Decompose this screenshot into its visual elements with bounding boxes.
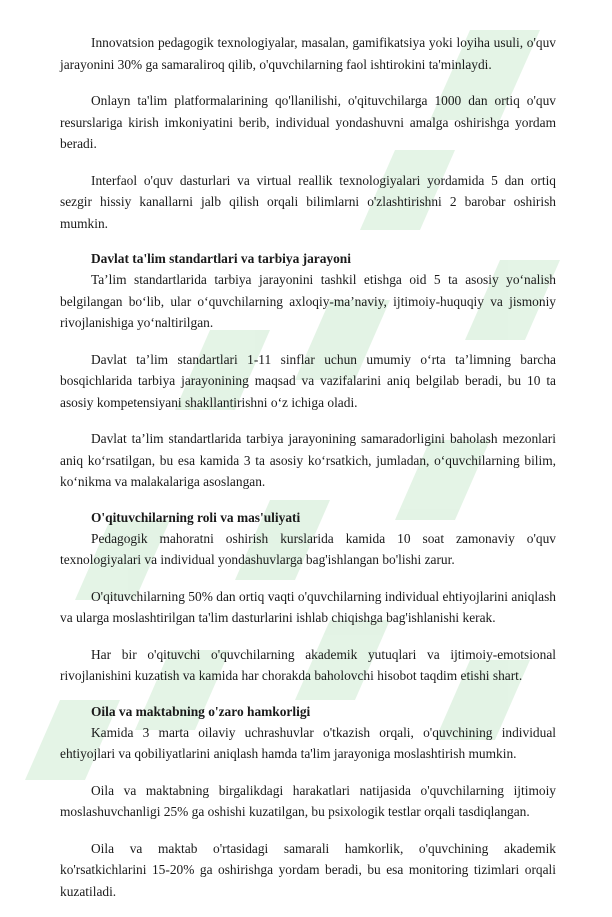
section-paragraph: Oila va maktab o'rtasidagi samarali hamkorlik, o'quvchining akademik ko'rsatkichlarini 15-20% ga oshirishga yordam beradi, bu esa monitoring tizimlari orqali kuzatiladi. — [60, 840, 556, 899]
document-page — [60, 32, 556, 917]
section-paragraph: Ta’lim standartlarida tarbiya jarayonini tashkil etishga oid 5 ta asosiy yo‘nalish belgilangan bo‘lib, ular o‘quvchilarning axloqiy-ma’naviy, ijtimoiy-huquqiy va jismoniy rivojlanishiga yo‘naltirilgan. — [60, 272, 556, 330]
section-paragraph: Har bir o'qituvchi o'quvchilarning akademik yutuqlari va ijtimoiy-emotsional rivojlanishini kuzatish va kamida har chorakda baholovchi hisobot taqdim etishi shart. — [60, 646, 556, 683]
section-heading: Davlat ta'lim standartlari va tarbiya jarayoni — [91, 251, 351, 266]
section-paragraph: Kamida 3 marta oilaviy uchrashuvlar o'tkazish orqali, o'quvchining individual ehtiyojlari va qobiliyatlarini aniqlash hamda ta'lim jarayoniga moslashtirish mumkin. — [60, 724, 556, 761]
section-heading: O'qituvchilarning roli va mas'uliyati — [91, 509, 301, 525]
section-paragraph: Oila va maktabning birgalikdagi harakatlari natijasida o'quvchilarning ijtimoiy moslashuvchanligi 25% ga oshishi kuzatilgan, bu psixologik testlar orqali tasdiqlangan. — [60, 782, 556, 819]
section-standards — [60, 249, 556, 493]
section-teachers — [60, 508, 556, 687]
intro-paragraph: Interfaol o'quv dasturlari va virtual reallik texnologiyalari yordamida 5 dan ortiq sezgir hissiy kanallarni jalb qilish orqali bilimlarni o'zlashtirishni 2 barobar oshirish mumkin. — [60, 172, 556, 231]
intro-paragraph: Innovatsion pedagogik texnologiyalar, masalan, gamifikatsiya yoki loyiha usuli, o'quv jarayonini 30% ga samaraliroq qilib, o'quvchilarning faol ishtirokini ta'minlaydi. — [60, 35, 556, 72]
intro-paragraph: Onlayn ta'lim platformalarining qo'llanilishi, o'qituvchilarga 1000 dan ortiq o'quv resurslariga kirish imkoniyatini berib, individual yondashuvni amalga oshirishga yordam beradi. — [60, 93, 556, 151]
section-paragraph: Davlat ta’lim standartlarida tarbiya jarayonining samaradorligini baholash mezonlari aniq ko‘rsatilgan, bu esa kamida 3 ta asosiy ko‘rsatkich, jumladan, o‘quvchilarning bilim, ko‘nikma va malakalariga asoslangan. — [60, 431, 556, 489]
section-heading: Oila va maktabning o'zaro hamkorligi — [91, 703, 311, 719]
section-paragraph: Davlat ta’lim standartlari 1-11 sinflar uchun umumiy o‘rta ta’limning barcha bosqichlarida tarbiya jarayonining maqsad va vazifalarini aniq belgilab beradi, bu 10 ta asosiy kompetensiyani shakllantirishni o‘z ichiga oladi. — [60, 351, 556, 410]
section-family-school — [60, 702, 556, 903]
section-paragraph: O'qituvchilarning 50% dan ortiq vaqti o'quvchilarning individual ehtiyojlarini aniqlash va ularga moslashtirilgan ta'lim dasturlarini ishlab chiqishga bag'ishlanishi kerak. — [60, 588, 556, 625]
section-paragraph: Pedagogik mahoratni oshirish kurslarida kamida 10 soat zamonaviy o'quv texnologiyalari va individual yondashuvlarga bag'ishlangan bo'lishi zarur. — [60, 530, 556, 567]
